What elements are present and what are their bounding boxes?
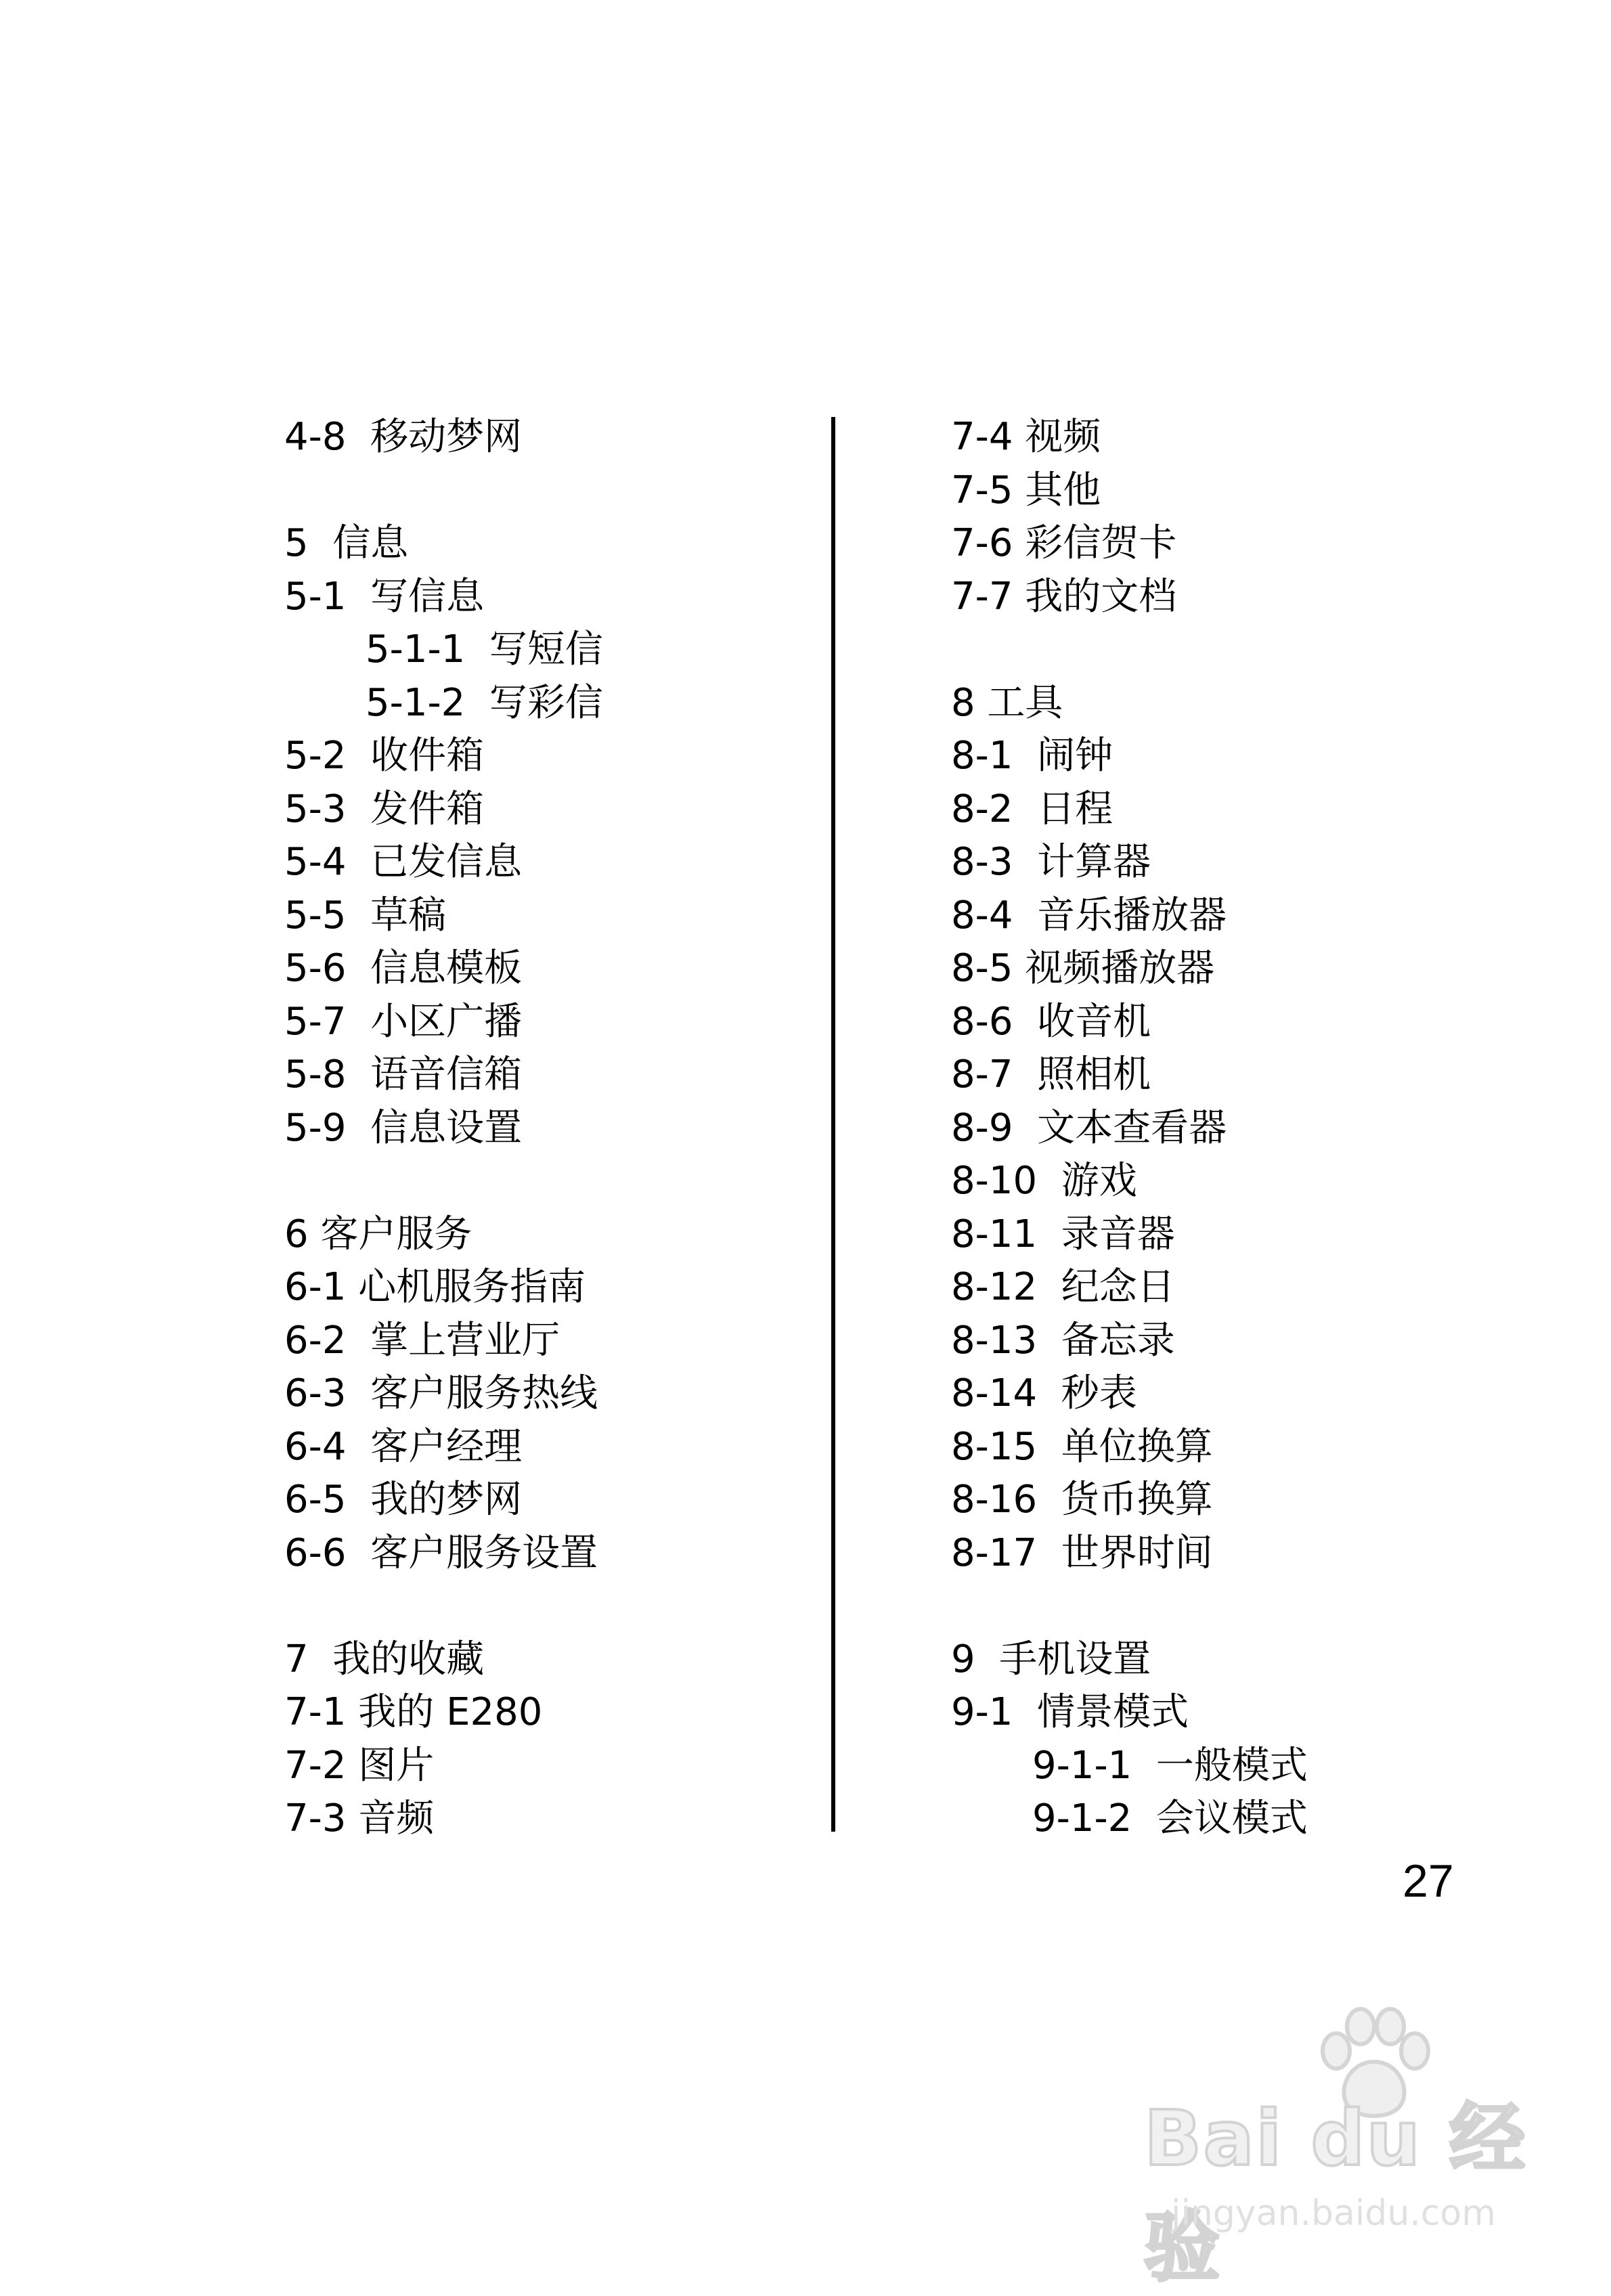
toc-entry: 7-1 我的 E280 — [284, 1690, 543, 1734]
toc-entry: 5-6 信息模板 — [284, 946, 523, 990]
toc-entry: 9-1 情景模式 — [951, 1690, 1189, 1734]
column-divider — [831, 417, 835, 1832]
toc-entry: 6 客户服务 — [284, 1212, 472, 1256]
toc-entry: 8-10 游戏 — [951, 1159, 1137, 1203]
toc-entry: 8 工具 — [951, 680, 1063, 725]
toc-entry: 6-4 客户经理 — [284, 1424, 523, 1469]
toc-entry: 8-15 单位换算 — [951, 1424, 1213, 1469]
toc-entry: 5-8 语音信箱 — [284, 1053, 523, 1097]
toc-entry: 7-6 彩信贺卡 — [951, 521, 1177, 565]
toc-entry: 5-9 信息设置 — [284, 1105, 523, 1150]
toc-entry: 8-17 世界时间 — [951, 1530, 1213, 1575]
toc-entry: 6-5 我的梦网 — [284, 1478, 523, 1522]
toc-entry: 8-14 秒表 — [951, 1371, 1137, 1415]
toc-entry: 9-1-2 会议模式 — [1032, 1796, 1308, 1840]
toc-entry: 8-12 纪念日 — [951, 1265, 1175, 1309]
toc-entry: 6-6 客户服务设置 — [284, 1530, 598, 1575]
toc-entry: 7-5 其他 — [951, 468, 1101, 512]
toc-entry: 7-7 我的文档 — [951, 574, 1177, 619]
toc-entry: 5-4 已发信息 — [284, 840, 523, 884]
toc-entry: 5-7 小区广播 — [284, 999, 523, 1044]
toc-entry: 7-2 图片 — [284, 1743, 435, 1788]
toc-entry: 5-1 写信息 — [284, 574, 485, 619]
toc-entry: 8-16 货币换算 — [951, 1478, 1213, 1522]
toc-entry: 6-2 掌上营业厅 — [284, 1318, 560, 1363]
toc-entry: 8-4 音乐播放器 — [951, 893, 1227, 937]
toc-entry: 8-9 文本查看器 — [951, 1105, 1227, 1150]
toc-entry: 5-3 发件箱 — [284, 787, 485, 831]
toc-entry: 7-3 音频 — [284, 1796, 435, 1840]
page-number: 27 — [1403, 1855, 1454, 1907]
toc-entry: 5-1-1 写短信 — [366, 627, 603, 671]
toc-entry: 6-3 客户服务热线 — [284, 1371, 598, 1415]
toc-entry: 8-2 日程 — [951, 787, 1113, 831]
toc-entry: 8-3 计算器 — [951, 840, 1151, 884]
toc-entry: 5-5 草稿 — [284, 893, 447, 937]
watermark-url: jingyan.baidu.com — [1171, 2193, 1496, 2234]
toc-entry: 8-11 录音器 — [951, 1212, 1175, 1256]
toc-entry: 8-7 照相机 — [951, 1053, 1151, 1097]
baidu-jingyan-watermark — [1144, 1997, 1577, 2292]
toc-entry: 5-2 收件箱 — [284, 734, 485, 778]
toc-entry: 7-4 视频 — [951, 415, 1101, 459]
toc-entry: 4-8 移动梦网 — [284, 415, 523, 459]
toc-entry: 8-13 备忘录 — [951, 1318, 1175, 1363]
toc-entry: 8-6 收音机 — [951, 999, 1151, 1044]
toc-entry: 8-5 视频播放器 — [951, 946, 1215, 990]
toc-entry: 9 手机设置 — [951, 1637, 1151, 1681]
toc-entry: 8-1 闹钟 — [951, 734, 1113, 778]
toc-entry: 6-1 心机服务指南 — [284, 1265, 586, 1309]
toc-entry: 9-1-1 一般模式 — [1032, 1743, 1308, 1788]
watermark-brand: Bai du 经验 — [1144, 2095, 1527, 2292]
toc-entry: 5-1-2 写彩信 — [366, 680, 603, 725]
toc-entry: 7 我的收藏 — [284, 1637, 485, 1681]
toc-entry: 5 信息 — [284, 521, 409, 565]
